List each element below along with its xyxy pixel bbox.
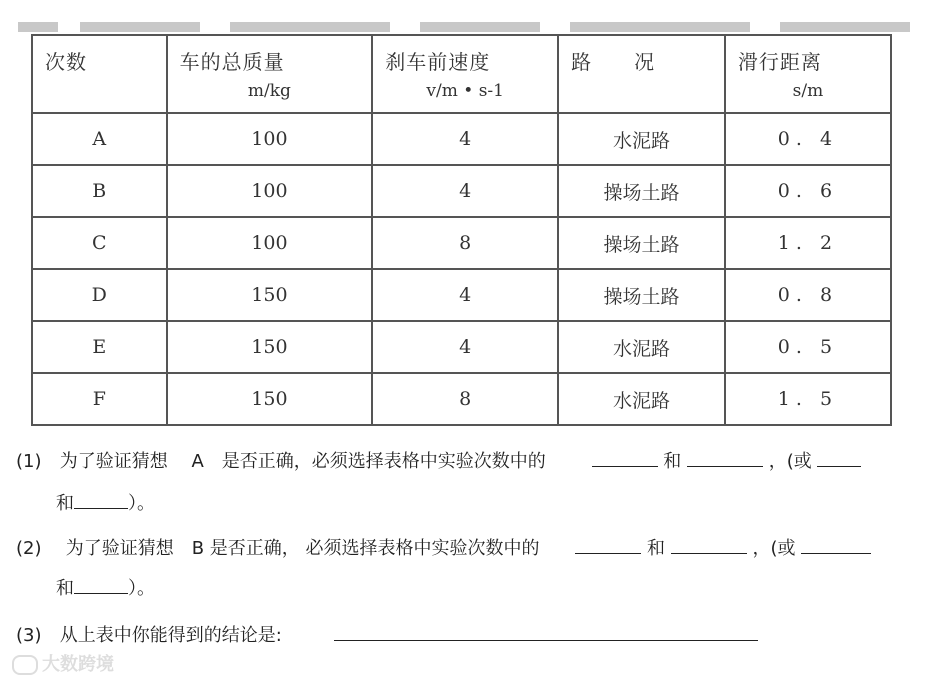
cell-distance: 1. 2 (725, 217, 891, 269)
table-row (32, 217, 891, 269)
answer-blank[interactable] (817, 448, 861, 467)
table-row (32, 165, 891, 217)
cell-mass: 100 (167, 113, 373, 165)
cell-surface: 水泥路 (558, 113, 725, 165)
cell-surface: 水泥路 (558, 321, 725, 373)
question-number: (3) (16, 625, 42, 646)
cell-mass: 150 (167, 321, 373, 373)
cell-trial: D (32, 269, 167, 321)
cell-surface: 操场土路 (558, 165, 725, 217)
header-distance: 滑行距离 s/m (725, 35, 891, 113)
cell-mass: 100 (167, 165, 373, 217)
question-2: (2) 为了验证猜想 B 是否正确， 必须选择表格中实验次数中的 和 ，(或 (16, 534, 871, 560)
cell-mass: 150 (167, 269, 373, 321)
table-header-row (32, 35, 891, 113)
question-3 (16, 621, 758, 647)
question-text: 为了验证猜想 A 是否正确，必须选择表格中实验次数中的 (59, 451, 546, 472)
cell-speed: 4 (372, 321, 558, 373)
answer-blank[interactable] (671, 535, 747, 554)
answer-blank[interactable] (575, 535, 641, 554)
question-1: (1) 为了验证猜想 A 是否正确，必须选择表格中实验次数中的 和 ，(或 (16, 447, 861, 473)
question-number: (2) (16, 538, 42, 559)
cell-trial: E (32, 321, 167, 373)
cell-mass: 150 (167, 373, 373, 425)
cell-distance: 1. 5 (725, 373, 891, 425)
answer-blank[interactable] (334, 622, 758, 641)
cell-speed: 8 (372, 217, 558, 269)
cell-trial: A (32, 113, 167, 165)
cell-surface: 水泥路 (558, 373, 725, 425)
watermark-logo-icon (12, 655, 38, 675)
cell-speed: 4 (372, 165, 558, 217)
cropped-text-strip (0, 0, 936, 34)
header-speed: 刹车前速度 v/m • s-1 (372, 35, 558, 113)
question-1-continuation: 和 ）。 (56, 489, 155, 515)
cell-speed: 4 (372, 269, 558, 321)
cell-surface: 操场土路 (558, 269, 725, 321)
cell-trial: B (32, 165, 167, 217)
table-row (32, 321, 891, 373)
answer-blank[interactable] (592, 448, 658, 467)
cell-trial: C (32, 217, 167, 269)
question-2-continuation: 和 ）。 (56, 574, 155, 600)
table-row (32, 113, 891, 165)
question-text: 从上表中你能得到的结论是: (59, 625, 282, 646)
question-number: (1) (16, 451, 42, 472)
answer-blank[interactable] (801, 535, 871, 554)
table-row (32, 373, 891, 425)
cell-speed: 4 (372, 113, 558, 165)
cell-surface: 操场土路 (558, 217, 725, 269)
header-trial: 次数 (32, 35, 167, 113)
question-text: 为了验证猜想 B 是否正确， 必须选择表格中实验次数中的 (65, 538, 540, 559)
cell-mass: 100 (167, 217, 373, 269)
header-mass: 车的总质量 m/kg (167, 35, 373, 113)
cell-distance: 0. 5 (725, 321, 891, 373)
answer-blank[interactable] (74, 490, 128, 509)
answer-blank[interactable] (74, 575, 128, 594)
cell-distance: 0. 4 (725, 113, 891, 165)
header-surface: 路 况 (558, 35, 725, 113)
cell-speed: 8 (372, 373, 558, 425)
table-row (32, 269, 891, 321)
watermark: 大数跨境 (12, 650, 114, 676)
answer-blank[interactable] (687, 448, 763, 467)
experiment-table (31, 34, 892, 426)
cell-trial: F (32, 373, 167, 425)
cell-distance: 0. 8 (725, 269, 891, 321)
cell-distance: 0. 6 (725, 165, 891, 217)
